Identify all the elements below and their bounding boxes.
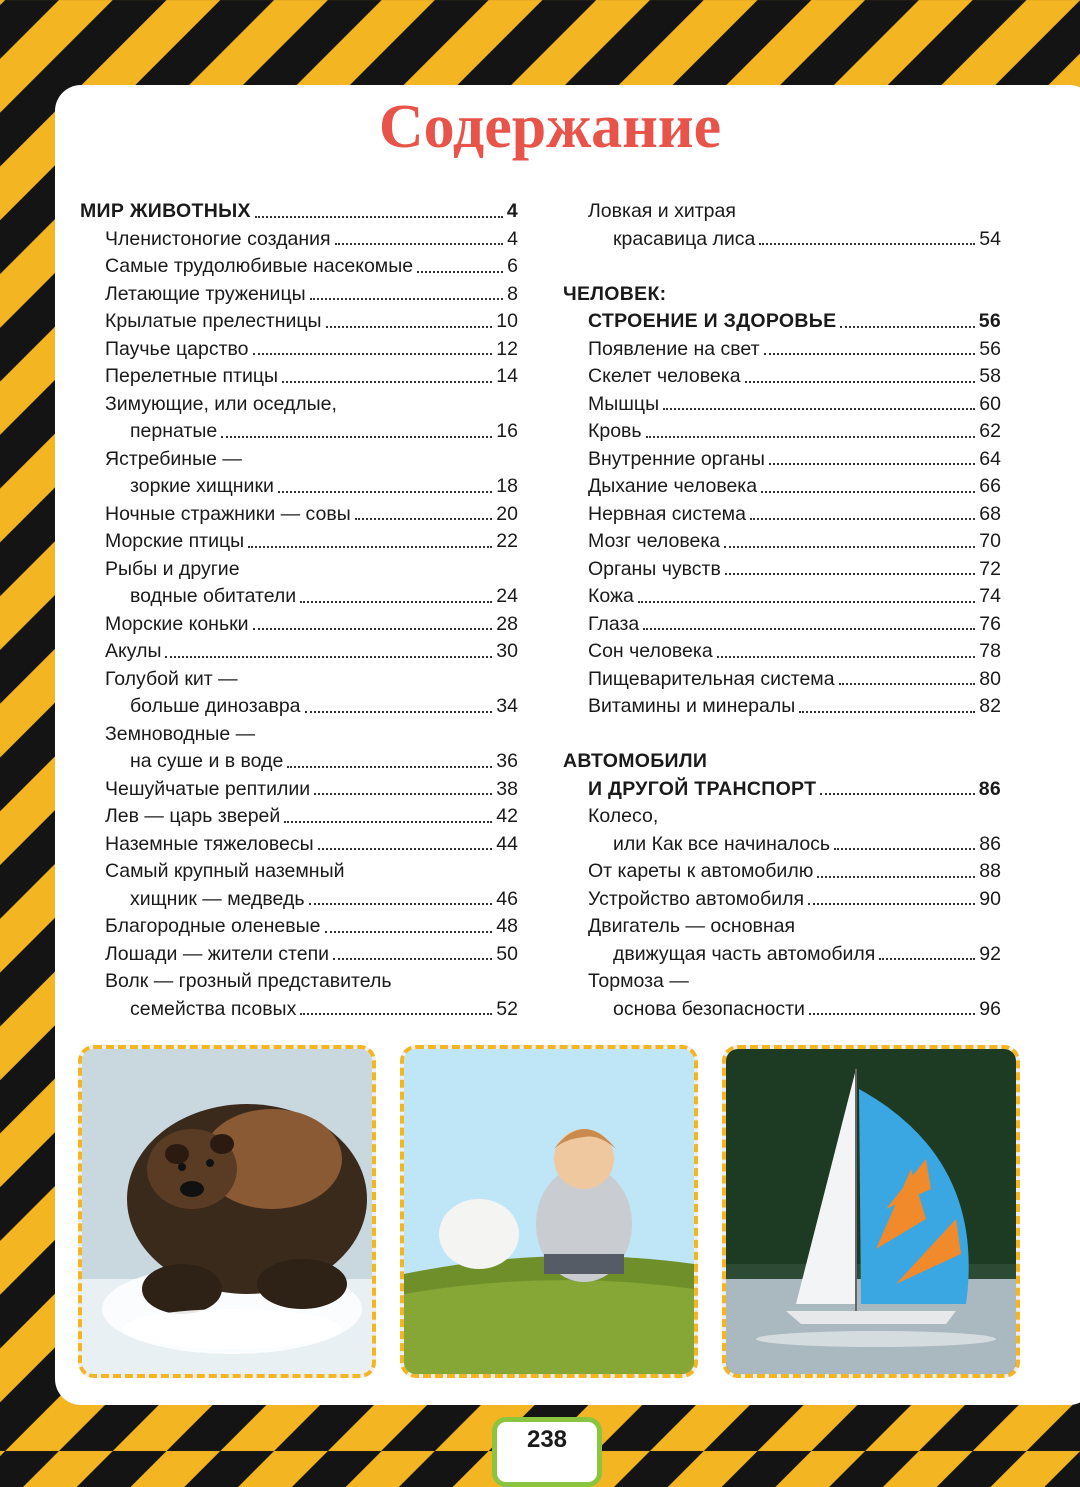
toc-entry[interactable] xyxy=(80,638,518,666)
toc-entry-page: 88 xyxy=(979,860,1001,882)
toc-entry-title: МИР ЖИВОТНЫХ xyxy=(80,200,251,222)
toc-entry-page: 96 xyxy=(979,997,1001,1020)
toc-entry[interactable] xyxy=(563,996,1001,1024)
toc-entry-page: 64 xyxy=(979,447,1001,470)
toc-entry-title: водные обитатели xyxy=(130,585,297,607)
toc-entry[interactable] xyxy=(80,913,518,941)
toc-entry[interactable] xyxy=(80,418,518,446)
toc-entry-title: Волк — грозный представитель xyxy=(105,970,392,992)
toc-entry[interactable] xyxy=(80,473,518,501)
toc-section-heading[interactable] xyxy=(563,776,1001,804)
toc-entry-title: Витамины и минералы xyxy=(588,695,796,717)
dot-leader xyxy=(221,418,492,438)
toc-entry-title: Самый крупный наземный xyxy=(105,860,345,882)
toc-entry-title: От кареты к автомобилю xyxy=(588,860,814,882)
toc-entry[interactable] xyxy=(80,583,518,611)
toc-entry[interactable] xyxy=(80,556,518,584)
toc-entry-title: Перелетные птицы xyxy=(105,365,279,387)
dot-leader xyxy=(834,831,975,851)
dot-leader xyxy=(817,858,975,878)
toc-entry[interactable] xyxy=(563,528,1001,556)
dot-leader xyxy=(255,198,503,218)
dot-leader xyxy=(325,913,493,933)
toc-entry[interactable] xyxy=(563,473,1001,501)
toc-entry-title: Ловкая и хитрая xyxy=(588,200,736,222)
toc-entry[interactable] xyxy=(563,968,1001,996)
toc-entry-page: 82 xyxy=(979,695,1001,717)
toc-entry-title: Появление на свет xyxy=(588,337,760,360)
toc-entry[interactable] xyxy=(563,886,1001,914)
dot-leader xyxy=(761,473,975,493)
toc-entry[interactable] xyxy=(563,391,1001,419)
dot-leader xyxy=(717,638,976,658)
toc-entry-page: 46 xyxy=(496,887,518,910)
dot-leader xyxy=(839,666,976,686)
section-gap xyxy=(563,721,1001,749)
dot-leader xyxy=(724,528,975,548)
dot-leader xyxy=(769,446,975,466)
toc-entry-title: Наземные тяжеловесы xyxy=(105,832,314,855)
dot-leader xyxy=(808,886,975,906)
toc-entry-page: 6 xyxy=(507,255,518,277)
dot-leader xyxy=(759,226,975,246)
toc-entry[interactable] xyxy=(80,858,518,886)
dot-leader xyxy=(318,831,493,851)
toc-entry-page: 10 xyxy=(496,310,518,332)
toc-entry[interactable] xyxy=(80,446,518,474)
toc-entry-title: Морские коньки xyxy=(105,612,249,635)
section-gap xyxy=(563,253,1001,281)
toc-entry[interactable] xyxy=(563,363,1001,391)
toc-entry-title: Зимующие, или оседлые, xyxy=(105,392,337,415)
toc-entry-title: пернатые xyxy=(130,420,218,442)
toc-entry-page: 50 xyxy=(496,942,518,965)
toc-entry-page: 34 xyxy=(496,695,518,717)
toc-entry[interactable] xyxy=(80,968,518,996)
toc-entry-title: Лев — царь зверей xyxy=(105,805,281,827)
toc-entry-title: больше динозавра xyxy=(130,695,301,717)
dot-leader xyxy=(335,226,504,246)
toc-entry[interactable] xyxy=(563,611,1001,639)
toc-entry-page: 38 xyxy=(496,777,518,800)
dot-leader xyxy=(646,418,976,438)
toc-entry[interactable] xyxy=(563,831,1001,859)
toc-entry[interactable] xyxy=(563,803,1001,831)
toc-entry-title: Кожа xyxy=(588,585,634,607)
toc-entry-title: Колесо, xyxy=(588,805,659,827)
toc-entry[interactable] xyxy=(563,858,1001,886)
toc-right-column xyxy=(563,198,1001,1023)
toc-entry[interactable] xyxy=(563,693,1001,721)
toc-entry-title: Тормоза — xyxy=(588,970,689,992)
toc-entry[interactable] xyxy=(563,226,1001,254)
page-number-tab xyxy=(492,1417,602,1487)
dot-leader xyxy=(750,501,975,521)
dot-leader xyxy=(809,996,975,1016)
dot-leader xyxy=(820,776,974,796)
toc-entry[interactable] xyxy=(563,418,1001,446)
toc-entry-title: на суше и в воде xyxy=(130,750,284,772)
toc-entry-title: Рыбы и другие xyxy=(105,557,240,580)
dot-leader xyxy=(799,693,975,713)
toc-entry-title: Глаза xyxy=(588,612,640,635)
toc-entry-title: Устройство автомобиля xyxy=(588,887,805,910)
toc-entry[interactable] xyxy=(80,501,518,529)
dot-leader xyxy=(725,556,975,576)
toc-entry-title: Земноводные — xyxy=(105,722,256,745)
toc-entry[interactable] xyxy=(563,638,1001,666)
toc-entry-page: 58 xyxy=(979,365,1001,387)
toc-entry-title: Пищеварительная система xyxy=(588,667,835,690)
toc-section-heading[interactable] xyxy=(80,198,518,226)
toc-entry[interactable] xyxy=(80,611,518,639)
dot-leader xyxy=(643,611,975,631)
toc-entry-title: Лошади — жители степи xyxy=(105,942,330,965)
toc-entry[interactable] xyxy=(80,281,518,309)
toc-entry-page: 16 xyxy=(496,420,518,442)
toc-entry-title: Голубой кит — xyxy=(105,667,238,690)
toc-entry-page: 28 xyxy=(496,612,518,635)
dot-leader xyxy=(287,748,492,768)
dot-leader xyxy=(248,528,492,548)
toc-entry-page: 22 xyxy=(496,530,518,552)
dot-leader xyxy=(300,583,492,603)
toc-entry[interactable] xyxy=(80,528,518,556)
dot-leader xyxy=(333,941,492,961)
toc-entry-page: 18 xyxy=(496,475,518,497)
toc-entry-page: 66 xyxy=(979,475,1001,497)
dot-leader xyxy=(282,363,492,383)
toc-entry-page: 78 xyxy=(979,640,1001,662)
toc-entry[interactable] xyxy=(80,693,518,721)
toc-entry-page: 4 xyxy=(506,200,518,222)
dot-leader xyxy=(309,886,493,906)
toc-entry[interactable] xyxy=(563,446,1001,474)
toc-entry[interactable] xyxy=(80,253,518,281)
dot-leader xyxy=(355,501,493,521)
toc-entry-title: Членистоногие создания xyxy=(105,227,331,250)
toc-entry-page: 76 xyxy=(979,612,1001,635)
toc-entry-page: 56 xyxy=(978,310,1001,332)
sailboat-photo xyxy=(722,1045,1020,1378)
toc-entry[interactable] xyxy=(563,583,1001,611)
toc-entry-page: 44 xyxy=(496,832,518,855)
toc-entry-title: Внутренние органы xyxy=(588,447,765,470)
toc-entry-page: 86 xyxy=(979,832,1001,855)
page-title: Содержание xyxy=(378,93,722,161)
toc-entry-title: Чешуйчатые рептилии xyxy=(105,777,311,800)
toc-entry[interactable] xyxy=(80,748,518,776)
toc-entry-title: Благородные оленевые xyxy=(105,915,321,937)
toc-entry-page: 68 xyxy=(979,502,1001,525)
toc-entry-title: Нервная система xyxy=(588,502,746,525)
toc-entry-page: 52 xyxy=(496,997,518,1020)
toc-entry[interactable] xyxy=(80,363,518,391)
toc-entry[interactable] xyxy=(80,666,518,694)
toc-entry[interactable] xyxy=(563,556,1001,584)
toc-section-heading[interactable] xyxy=(563,748,1001,776)
toc-entry-page: 62 xyxy=(979,420,1001,442)
toc-entry-title: СТРОЕНИЕ И ЗДОРОВЬЕ xyxy=(588,310,837,332)
toc-entry[interactable] xyxy=(563,941,1001,969)
dot-leader xyxy=(745,363,976,383)
toc-entry-title: хищник — медведь xyxy=(130,887,305,910)
toc-entry-title: зоркие хищники xyxy=(130,475,274,497)
dot-leader xyxy=(638,583,975,603)
toc-entry[interactable] xyxy=(80,941,518,969)
dot-leader xyxy=(879,941,975,961)
toc-entry-title: или Как все начиналось xyxy=(613,832,831,855)
toc-entry-page: 86 xyxy=(978,777,1001,800)
toc-entry-title: Самые трудолюбивые насекомые xyxy=(105,255,414,277)
toc-entry-page: 4 xyxy=(507,227,518,250)
toc-entry-title: красавица лиса xyxy=(613,227,756,250)
dot-leader xyxy=(253,336,493,356)
toc-entry-page: 30 xyxy=(496,640,518,662)
toc-section-heading[interactable] xyxy=(563,281,1001,309)
toc-entry[interactable] xyxy=(563,666,1001,694)
toc-entry[interactable] xyxy=(80,776,518,804)
toc-entry[interactable] xyxy=(563,501,1001,529)
page-number: 238 xyxy=(526,1426,568,1453)
toc-entry-title: Летающие труженицы xyxy=(105,282,306,305)
toc-entry-page: 60 xyxy=(979,392,1001,415)
toc-entry-title: семейства псовых xyxy=(130,997,297,1020)
toc-entry[interactable] xyxy=(563,198,1001,226)
toc-entry[interactable] xyxy=(80,226,518,254)
toc-entry[interactable] xyxy=(80,831,518,859)
toc-entry-title: Крылатые прелестницы xyxy=(105,310,322,332)
toc-entry-page: 56 xyxy=(979,337,1001,360)
dot-leader xyxy=(165,638,492,658)
toc-section-heading[interactable] xyxy=(563,308,1001,336)
dot-leader xyxy=(840,308,974,328)
dot-leader xyxy=(764,336,976,356)
dot-leader xyxy=(305,693,493,713)
toc-entry-page: 36 xyxy=(496,750,518,772)
toc-entry-page: 70 xyxy=(979,530,1001,552)
toc-entry-title: Паучье царство xyxy=(105,337,249,360)
toc-entry-page: 54 xyxy=(979,227,1001,250)
toc-entry-page: 8 xyxy=(507,282,518,305)
toc-entry-page: 42 xyxy=(496,805,518,827)
dot-leader xyxy=(326,308,493,328)
toc-entry-title: Морские птицы xyxy=(105,530,245,552)
toc-entry[interactable] xyxy=(80,803,518,831)
dot-leader xyxy=(314,776,492,796)
toc-entry-title: Мышцы xyxy=(588,392,660,415)
toc-entry-page: 80 xyxy=(979,667,1001,690)
toc-entry-title: АВТОМОБИЛИ xyxy=(563,750,708,772)
dot-leader xyxy=(278,473,492,493)
toc-entry-title: Сон человека xyxy=(588,640,713,662)
toc-entry-title: Двигатель — основная xyxy=(588,915,796,937)
toc-entry[interactable] xyxy=(80,308,518,336)
toc-entry-title: основа безопасности xyxy=(613,997,805,1020)
toc-entry-page: 24 xyxy=(496,585,518,607)
toc-left-column xyxy=(80,198,518,1023)
toc-entry-page: 14 xyxy=(496,365,518,387)
toc-entry-title: Органы чувств xyxy=(588,557,721,580)
toc-entry-page: 12 xyxy=(496,337,518,360)
child-photo xyxy=(400,1045,698,1378)
toc-entry[interactable] xyxy=(80,336,518,364)
bear-photo xyxy=(78,1045,376,1378)
toc-entry-title: движущая часть автомобиля xyxy=(613,942,876,965)
toc-entry[interactable] xyxy=(563,913,1001,941)
toc-entry[interactable] xyxy=(563,336,1001,364)
toc-entry[interactable] xyxy=(80,721,518,749)
toc-entry-title: Ястребиные — xyxy=(105,447,242,470)
toc-entry-title: Кровь xyxy=(588,420,642,442)
toc-entry-page: 92 xyxy=(979,942,1001,965)
toc-entry-title: Мозг человека xyxy=(588,530,721,552)
toc-entry[interactable] xyxy=(80,996,518,1024)
toc-entry[interactable] xyxy=(80,886,518,914)
toc-entry-title: Скелет человека xyxy=(588,365,741,387)
dot-leader xyxy=(300,996,492,1016)
toc-entry-title: Акулы xyxy=(105,640,162,662)
dot-leader xyxy=(253,611,493,631)
toc-entry-page: 90 xyxy=(979,887,1001,910)
toc-entry-title: И ДРУГОЙ ТРАНСПОРТ xyxy=(588,777,817,800)
toc-entry-title: ЧЕЛОВЕК: xyxy=(563,282,667,305)
dot-leader xyxy=(417,253,503,273)
toc-entry-page: 20 xyxy=(496,502,518,525)
dot-leader xyxy=(663,391,975,411)
dot-leader xyxy=(284,803,492,823)
toc-entry[interactable] xyxy=(80,391,518,419)
toc-entry-page: 48 xyxy=(496,915,518,937)
toc-entry-page: 72 xyxy=(979,557,1001,580)
toc-entry-title: Ночные стражники — совы xyxy=(105,502,351,525)
toc-entry-page: 74 xyxy=(979,585,1001,607)
dot-leader xyxy=(310,281,504,301)
toc-entry-title: Дыхание человека xyxy=(588,475,758,497)
